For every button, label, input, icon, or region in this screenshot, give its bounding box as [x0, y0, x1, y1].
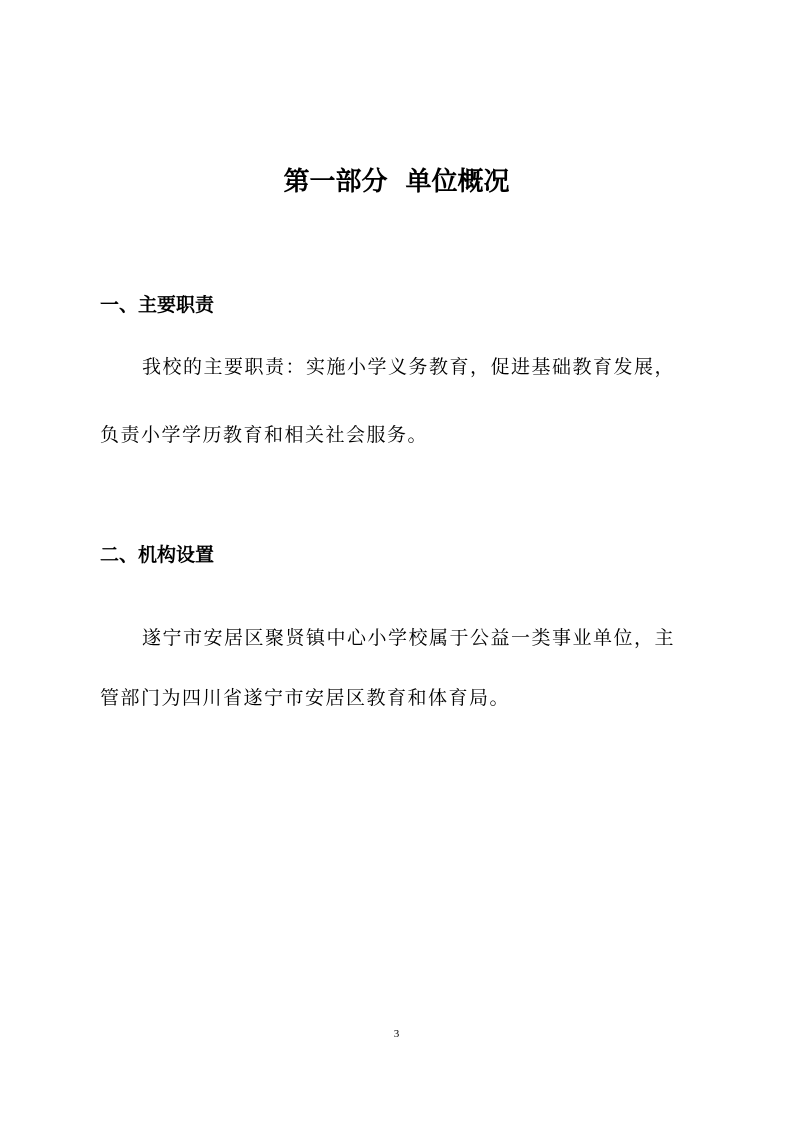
section-heading-duties: 一、主要职责 — [100, 294, 215, 316]
paragraph-organization-line-1: 遂宁市安居区聚贤镇中心小学校属于公益一类事业单位，主 — [142, 627, 676, 649]
paragraph-organization-line-2: 管部门为四川省遂宁市安居区教育和体育局。 — [100, 687, 511, 709]
page-number: 3 — [393, 1028, 400, 1040]
page-title: 第一部分 单位概况 — [283, 167, 510, 197]
paragraph-duties-line-2: 负责小学学历教育和相关社会服务。 — [100, 424, 429, 446]
paragraph-duties-line-1: 我校的主要职责：实施小学义务教育，促进基础教育发展， — [142, 356, 676, 378]
section-heading-organization: 二、机构设置 — [100, 544, 215, 566]
